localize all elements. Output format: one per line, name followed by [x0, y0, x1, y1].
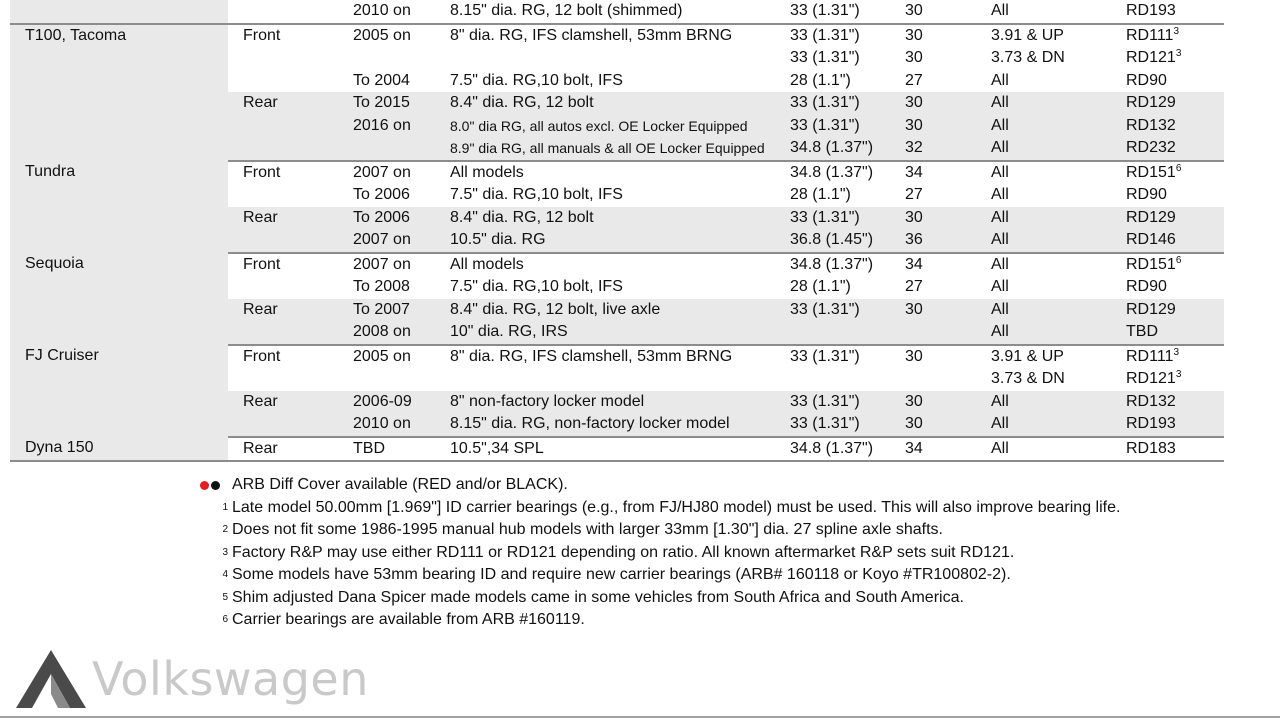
spline-diameter-cell: 33 (1.31")	[775, 299, 890, 322]
vehicle-model-cell: FJ Cruiser	[10, 345, 228, 437]
description-cell: 10.5",34 SPL	[435, 437, 775, 462]
part-number-cell	[1111, 161, 1224, 185]
description-cell: 8" dia. RG, IFS clamshell, 53mm BRNG	[450, 26, 733, 44]
gear-ratio-cell: 3.91 & UP	[991, 26, 1064, 44]
year-range-cell: 2006-09	[338, 391, 435, 414]
cover-color-dots	[200, 481, 224, 490]
vehicle-group	[10, 161, 1224, 253]
vehicle-group	[10, 0, 1224, 24]
year-range-cell: 2010 on	[338, 0, 435, 24]
part-number-cell	[1111, 184, 1224, 207]
part-number-cell	[1111, 24, 1224, 48]
compatibility-table-container	[10, 0, 1224, 462]
part-number: RD232	[1126, 139, 1176, 157]
part-number: RD193	[1126, 415, 1176, 433]
part-number-cell	[1111, 207, 1224, 230]
part-number: RD129	[1126, 94, 1176, 112]
axle-position-cell: Rear	[228, 437, 338, 462]
part-number-cell	[1111, 391, 1224, 414]
vehicle-model-cell: Sequoia	[10, 253, 228, 345]
year-range-cell: 2010 on	[338, 413, 435, 437]
spline-count-cell: 27	[905, 71, 923, 89]
gear-ratio-cell: All	[976, 391, 1111, 414]
part-number: RD90	[1126, 186, 1167, 204]
watermark-text: Volkswagen	[92, 652, 369, 706]
footnote-item: 5 Shim adjusted Dana Spicer made models came in some vehicles from South Africa and South America.	[200, 587, 1120, 610]
part-number-cell	[1111, 368, 1224, 391]
spline-diameter-cell: 33 (1.31")	[775, 92, 890, 115]
part-number-cell	[1111, 47, 1224, 70]
gear-ratio-cell: All	[991, 186, 1009, 204]
spline-count-cell: 32	[890, 137, 976, 161]
spline-count-cell: 30	[905, 26, 923, 44]
description-cell: 8.15" dia. RG, non-factory locker model	[435, 413, 775, 437]
year-range-cell: To 2006	[353, 186, 410, 204]
spline-diameter-cell: 36.8 (1.45")	[775, 229, 890, 253]
footnote-list	[200, 497, 1120, 632]
description-cell: 10" dia. RG, IRS	[435, 321, 775, 345]
vehicle-model-cell: Tundra	[10, 161, 228, 253]
part-number-cell	[1111, 92, 1224, 115]
part-number: RD151	[1126, 255, 1176, 273]
footnote-text: Factory R&P may use either RD111 or RD121 depending on ratio. All known aftermarket R&P sets suit RD121.	[232, 543, 1015, 561]
description-cell: All models	[450, 255, 524, 273]
description-cell: 7.5" dia. RG,10 bolt, IFS	[450, 71, 623, 89]
part-number: RD193	[1126, 2, 1176, 20]
spline-diameter-cell: 34.8 (1.37")	[790, 163, 874, 181]
footnote-item: 2 Does not fit some 1986-1995 manual hub models with larger 33mm [1.30"] dia. 27 spline axle shafts.	[200, 519, 1120, 542]
part-number: RD146	[1126, 231, 1176, 249]
part-number-cell	[1111, 70, 1224, 93]
spline-count-cell: 30	[890, 207, 976, 230]
axle-position-cell: Rear	[228, 299, 338, 322]
description-cell: 8.0" dia RG, all autos excl. OE Locker Equipped	[435, 115, 775, 138]
footnote-text: Some models have 53mm bearing ID and require new carrier bearings (ARB# 160118 or Koyo #TR100802-2).	[232, 566, 1011, 583]
part-number-cell	[1111, 137, 1224, 161]
footnote-item: 4 Some models have 53mm bearing ID and require new carrier bearings (ARB# 160118 or Koyo #TR100802-2).	[200, 564, 1120, 587]
part-number-cell	[1111, 437, 1224, 462]
year-range-cell: 2007 on	[338, 229, 435, 253]
diff-cover-note	[200, 474, 1120, 497]
description-cell: All models	[450, 163, 524, 181]
spline-diameter-cell: 34.8 (1.37")	[775, 137, 890, 161]
part-number: RD121	[1126, 49, 1176, 67]
year-range-cell: To 2007	[338, 299, 435, 322]
description-cell: 10.5" dia. RG	[435, 229, 775, 253]
spline-diameter-cell: 28 (1.1")	[790, 186, 851, 204]
gear-ratio-cell: All	[991, 278, 1009, 296]
part-number-cell	[1111, 345, 1224, 369]
footnote-item: 3 Factory R&P may use either RD111 or RD121 depending on ratio. All known aftermarket R&P sets suit RD121.	[200, 542, 1120, 565]
spline-diameter-cell: 34.8 (1.37")	[775, 437, 890, 462]
spline-count-cell: 34	[890, 437, 976, 462]
axle-position-cell: Rear	[228, 391, 338, 414]
spline-count-cell: 34	[905, 163, 923, 181]
spline-diameter-cell: 33 (1.31")	[790, 49, 860, 67]
description-cell: 7.5" dia. RG,10 bolt, IFS	[450, 186, 623, 204]
spline-count-cell: 27	[905, 278, 923, 296]
red-dot-icon	[200, 481, 209, 490]
axle-position-cell: Rear	[228, 207, 338, 230]
spline-diameter-cell: 28 (1.1")	[790, 278, 851, 296]
axle-position-cell	[228, 115, 338, 138]
part-number: RD151	[1126, 163, 1176, 181]
part-number-cell	[1111, 229, 1224, 253]
part-number-cell	[1111, 276, 1224, 299]
part-number: RD111	[1126, 26, 1174, 44]
table-row	[10, 161, 1224, 185]
description-cell: 8.15" dia. RG, 12 bolt (shimmed)	[435, 0, 775, 24]
footnote-ref: 6	[1175, 254, 1182, 266]
description-cell	[435, 368, 775, 391]
axle-position-cell	[228, 368, 338, 391]
part-number: RD132	[1126, 392, 1176, 410]
footnote-text: Late model 50.00mm [1.969"] ID carrier bearings (e.g., from FJ/HJ80 model) must be used. This will also improve bearing life.	[232, 498, 1121, 516]
gear-ratio-cell: 3.73 & DN	[991, 370, 1065, 388]
part-number-cell	[1111, 413, 1224, 437]
description-cell: 8" non-factory locker model	[435, 391, 775, 414]
spline-diameter-cell: 34.8 (1.37")	[790, 255, 874, 273]
vehicle-model-cell: Dyna 150	[10, 437, 228, 462]
part-number: RD129	[1126, 300, 1176, 318]
footnote-text: Does not fit some 1986-1995 manual hub models with larger 33mm [1.30"] dia. 27 spline axle shafts.	[232, 521, 943, 538]
part-number-cell	[1111, 321, 1224, 345]
table-row	[10, 253, 1224, 277]
spline-diameter-cell	[775, 368, 890, 391]
spline-diameter-cell: 33 (1.31")	[775, 391, 890, 414]
part-number: RD90	[1126, 71, 1167, 89]
part-number: RD129	[1126, 208, 1176, 226]
description-cell: 8.9" dia RG, all manuals & all OE Locker Equipped	[435, 137, 775, 161]
footnotes-legend	[200, 474, 1120, 632]
year-range-cell: To 2008	[353, 278, 410, 296]
gear-ratio-cell: All	[976, 115, 1111, 138]
spline-diameter-cell: 28 (1.1")	[790, 71, 851, 89]
year-range-cell: To 2004	[353, 71, 410, 89]
vehicle-group	[10, 253, 1224, 345]
spline-diameter-cell: 33 (1.31")	[790, 26, 860, 44]
axle-position-cell: Front	[243, 255, 281, 273]
part-number-cell	[1111, 253, 1224, 277]
footnote-ref: 3	[1173, 25, 1179, 37]
spline-count-cell: 30	[890, 0, 976, 24]
part-number-cell	[1111, 115, 1224, 138]
gear-ratio-cell: All	[976, 413, 1111, 437]
axle-position-cell	[228, 137, 338, 161]
part-number: RD90	[1126, 278, 1167, 296]
year-range-cell	[338, 47, 435, 70]
gear-ratio-cell: All	[991, 71, 1009, 89]
gear-ratio-cell: 3.91 & UP	[991, 347, 1064, 365]
description-cell: 7.5" dia. RG,10 bolt, IFS	[450, 278, 623, 296]
axle-position-cell	[228, 321, 338, 345]
spline-count-cell: 30	[905, 49, 923, 67]
spline-count-cell: 30	[890, 391, 976, 414]
axle-position-cell	[228, 47, 338, 70]
axle-position-cell	[228, 276, 338, 299]
gear-ratio-cell: 3.73 & DN	[991, 49, 1065, 67]
footnote-item: 6 Carrier bearings are available from ARB #160119.	[200, 609, 1120, 632]
year-range-cell: 2007 on	[353, 163, 411, 181]
watermark-logo	[14, 648, 369, 710]
spline-count-cell: 30	[890, 413, 976, 437]
axle-position-cell	[228, 70, 338, 93]
gear-ratio-cell: All	[976, 437, 1111, 462]
description-cell: 8.4" dia. RG, 12 bolt	[435, 207, 775, 230]
spline-diameter-cell	[775, 321, 890, 345]
table-row	[10, 437, 1224, 462]
year-range-cell: 2016 on	[338, 115, 435, 138]
table-row	[10, 0, 1224, 24]
spline-count-cell: 36	[890, 229, 976, 253]
table-row	[10, 24, 1224, 48]
year-range-cell: 2008 on	[338, 321, 435, 345]
spline-diameter-cell: 33 (1.31")	[775, 0, 890, 24]
black-dot-icon	[211, 481, 220, 490]
triangle-logo-icon	[14, 648, 88, 710]
gear-ratio-cell: All	[976, 0, 1111, 24]
spline-diameter-cell: 33 (1.31")	[775, 115, 890, 138]
spline-count-cell	[890, 321, 976, 345]
year-range-cell: TBD	[338, 437, 435, 462]
year-range-cell: 2007 on	[353, 255, 411, 273]
axle-position-cell: Front	[243, 163, 281, 181]
part-number: RD121	[1126, 370, 1176, 388]
diff-cover-text: ARB Diff Cover available (RED and/or BLACK).	[232, 476, 568, 493]
spline-count-cell: 34	[905, 255, 923, 273]
year-range-cell	[338, 137, 435, 161]
footnote-ref: 6	[1175, 162, 1182, 174]
part-number: RD132	[1126, 116, 1176, 134]
spline-diameter-cell: 33 (1.31")	[775, 413, 890, 437]
gear-ratio-cell: All	[976, 299, 1111, 322]
gear-ratio-cell: All	[976, 321, 1111, 345]
vehicle-group	[10, 345, 1224, 437]
spline-diameter-cell: 33 (1.31")	[775, 207, 890, 230]
part-number: RD183	[1126, 439, 1176, 457]
vehicle-group	[10, 437, 1224, 462]
year-range-cell: 2005 on	[353, 26, 411, 44]
axle-position-cell	[228, 0, 338, 24]
page-bottom-rule	[0, 716, 1280, 718]
axle-position-cell: Rear	[228, 92, 338, 115]
year-range-cell: To 2015	[338, 92, 435, 115]
footnote-ref: 3	[1175, 48, 1182, 60]
spline-count-cell: 30	[905, 347, 923, 365]
gear-ratio-cell: All	[976, 207, 1111, 230]
year-range-cell: To 2006	[338, 207, 435, 230]
year-range-cell: 2005 on	[353, 347, 411, 365]
spline-diameter-cell: 33 (1.31")	[790, 347, 860, 365]
vehicle-group	[10, 24, 1224, 161]
compatibility-table	[10, 0, 1224, 462]
description-cell: 8" dia. RG, IFS clamshell, 53mm BRNG	[450, 347, 733, 365]
footnote-ref: 3	[1173, 346, 1179, 358]
spline-count-cell: 27	[905, 186, 923, 204]
spline-count-cell	[890, 368, 976, 391]
footnote-item: 1 Late model 50.00mm [1.969"] ID carrier bearings (e.g., from FJ/HJ80 model) must be used. This will also improve bearing life.	[200, 497, 1120, 520]
year-range-cell	[338, 368, 435, 391]
spline-count-cell: 30	[890, 92, 976, 115]
description-cell: 8.4" dia. RG, 12 bolt	[435, 92, 775, 115]
vehicle-model-cell: T100, Tacoma	[10, 24, 228, 161]
description-cell	[435, 47, 775, 70]
part-number-cell	[1111, 0, 1224, 24]
axle-position-cell	[228, 413, 338, 437]
part-number-cell	[1111, 299, 1224, 322]
gear-ratio-cell: All	[976, 92, 1111, 115]
gear-ratio-cell: All	[991, 255, 1009, 273]
part-number: RD111	[1126, 347, 1174, 365]
footnote-text: Carrier bearings are available from ARB #160119.	[232, 611, 585, 628]
footnote-ref: 3	[1175, 369, 1182, 381]
axle-position-cell: Front	[243, 347, 281, 365]
vehicle-model-cell	[10, 0, 228, 24]
gear-ratio-cell: All	[976, 229, 1111, 253]
axle-position-cell	[228, 229, 338, 253]
description-cell: 8.4" dia. RG, 12 bolt, live axle	[435, 299, 775, 322]
gear-ratio-cell: All	[991, 163, 1009, 181]
spline-count-cell: 30	[890, 115, 976, 138]
table-row	[10, 345, 1224, 369]
footnote-text: Shim adjusted Dana Spicer made models came in some vehicles from South Africa and South America.	[232, 588, 964, 606]
gear-ratio-cell: All	[976, 137, 1111, 161]
spline-count-cell: 30	[890, 299, 976, 322]
part-number: TBD	[1126, 323, 1158, 341]
axle-position-cell: Front	[243, 26, 281, 44]
axle-position-cell	[228, 184, 338, 207]
